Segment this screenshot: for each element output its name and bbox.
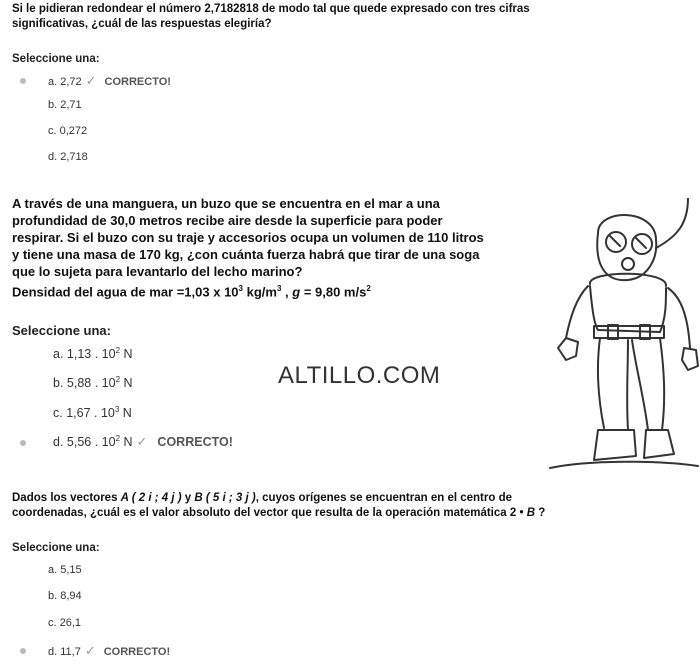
question-2-line: y tiene una masa de 170 kg, ¿con cuánta fuerza habrá que tirar de una soga — [12, 247, 480, 262]
option-q3-c[interactable]: c. 26,1 — [48, 617, 82, 629]
question-2-line: que lo sujeta para levantarlo del lecho marino? — [12, 264, 303, 279]
option-q3-d[interactable] — [48, 643, 170, 659]
right-boot — [644, 430, 674, 458]
question-2-line: respirar. Si el buzo con su traje y accesorios ocupa un volumen de 110 litros — [12, 230, 484, 245]
correct-feedback: CORRECTO! — [103, 646, 171, 658]
q3-text: y — [181, 492, 195, 504]
option-label: a. 2,72 — [48, 76, 82, 88]
option-q2-b[interactable] — [53, 375, 133, 390]
question-2-select-label: Seleccione una: — [12, 323, 111, 338]
vector-a: A ( 2 i ; 4 j ) — [120, 492, 182, 504]
question-1-line-1: Si le pidieran redondear el número 2,7182818 de modo tal que quede expresado con tres cifras — [12, 3, 530, 15]
question-1-line-2: significativas, ¿cuál de las respuestas elegiría? — [12, 18, 272, 30]
left-glove — [558, 338, 578, 360]
right-arm — [668, 288, 690, 348]
q3-text: coordenadas, ¿cuál es el valor absoluto del vector que resulta de la operación matemática 2 • — [12, 507, 527, 519]
density-exponent: 3 — [238, 284, 243, 293]
g-separator: , — [281, 284, 293, 300]
left-leg — [598, 338, 604, 428]
q3-text: ? — [535, 507, 546, 519]
option-q3-a[interactable]: a. 5,15 — [48, 564, 82, 576]
question-2-line: profundidad de 30,0 metros recibe aire desde la superficie para poder — [12, 213, 443, 228]
correct-feedback: CORRECTO! — [104, 76, 171, 88]
correct-feedback: CORRECTO! — [157, 435, 233, 450]
option-q2-c[interactable] — [53, 405, 132, 420]
g-exponent: 2 — [366, 284, 371, 293]
left-arm — [566, 286, 588, 338]
g-symbol: g — [292, 284, 301, 300]
option-unit: N — [119, 406, 132, 421]
option-exponent: 2 — [115, 346, 121, 355]
question-2-line: A través de una manguera, un buzo que se encuentra en el mar a una — [12, 196, 440, 211]
density-text: Densidad del agua de mar =1,03 x 10 — [12, 284, 239, 300]
option-exponent: 2 — [115, 375, 121, 384]
option-unit: N — [120, 435, 133, 450]
q3-text: Dados los vectores — [12, 492, 121, 504]
option-q2-a[interactable] — [53, 346, 133, 361]
option-unit: N — [120, 376, 133, 391]
right-glove — [682, 348, 698, 370]
option-mantissa: a. 1,13 . 10 — [53, 347, 116, 362]
vector-b: B ( 5 i ; 3 j ) — [194, 492, 256, 504]
g-value: = 9,80 m/s — [300, 284, 367, 300]
air-hose — [656, 198, 688, 248]
density-unit-exponent: 3 — [276, 284, 282, 293]
option-mantissa: d. 5,56 . 10 — [53, 435, 116, 450]
question-3-text — [12, 491, 692, 521]
question-1-select-label: Seleccione una: — [12, 53, 100, 65]
q3-text: , cuyos orígenes se encuentran en el centro de — [255, 492, 512, 504]
option-mantissa: c. 1,67 . 10 — [53, 406, 115, 421]
checkmark-icon: ✓ — [85, 73, 97, 88]
diver-illustration — [548, 198, 700, 472]
option-q1-b[interactable]: b. 2,71 — [48, 99, 82, 111]
checkmark-icon: ✓ — [136, 434, 148, 450]
vector-b-symbol: B — [526, 507, 535, 519]
question-3-line-2 — [12, 506, 692, 521]
question-3-line-1 — [12, 491, 692, 506]
option-exponent: 2 — [115, 434, 121, 443]
question-2-text — [12, 195, 552, 280]
question-1-text — [12, 2, 652, 32]
density-unit: kg/m — [242, 284, 277, 300]
option-q1-d[interactable]: d. 2,718 — [48, 151, 88, 163]
option-mantissa: b. 5,88 . 10 — [53, 376, 116, 391]
option-exponent: 3 — [114, 405, 120, 414]
right-leg — [660, 338, 664, 430]
option-label: d. 11,7 — [48, 646, 81, 658]
radio-q1-a[interactable] — [20, 78, 26, 84]
option-unit: N — [120, 347, 133, 362]
option-q1-a[interactable] — [48, 73, 171, 89]
option-q1-c[interactable]: c. 0,272 — [48, 125, 88, 137]
option-q2-d[interactable] — [53, 434, 233, 450]
watermark: ALTILLO.COM — [278, 362, 441, 389]
checkmark-icon: ✓ — [84, 643, 96, 658]
radio-q2-d[interactable] — [20, 440, 26, 446]
density-line — [12, 280, 371, 300]
option-q3-b[interactable]: b. 8,94 — [48, 590, 82, 602]
radio-q3-d[interactable] — [20, 648, 26, 654]
question-3-select-label: Seleccione una: — [12, 542, 100, 554]
left-boot — [594, 430, 636, 460]
